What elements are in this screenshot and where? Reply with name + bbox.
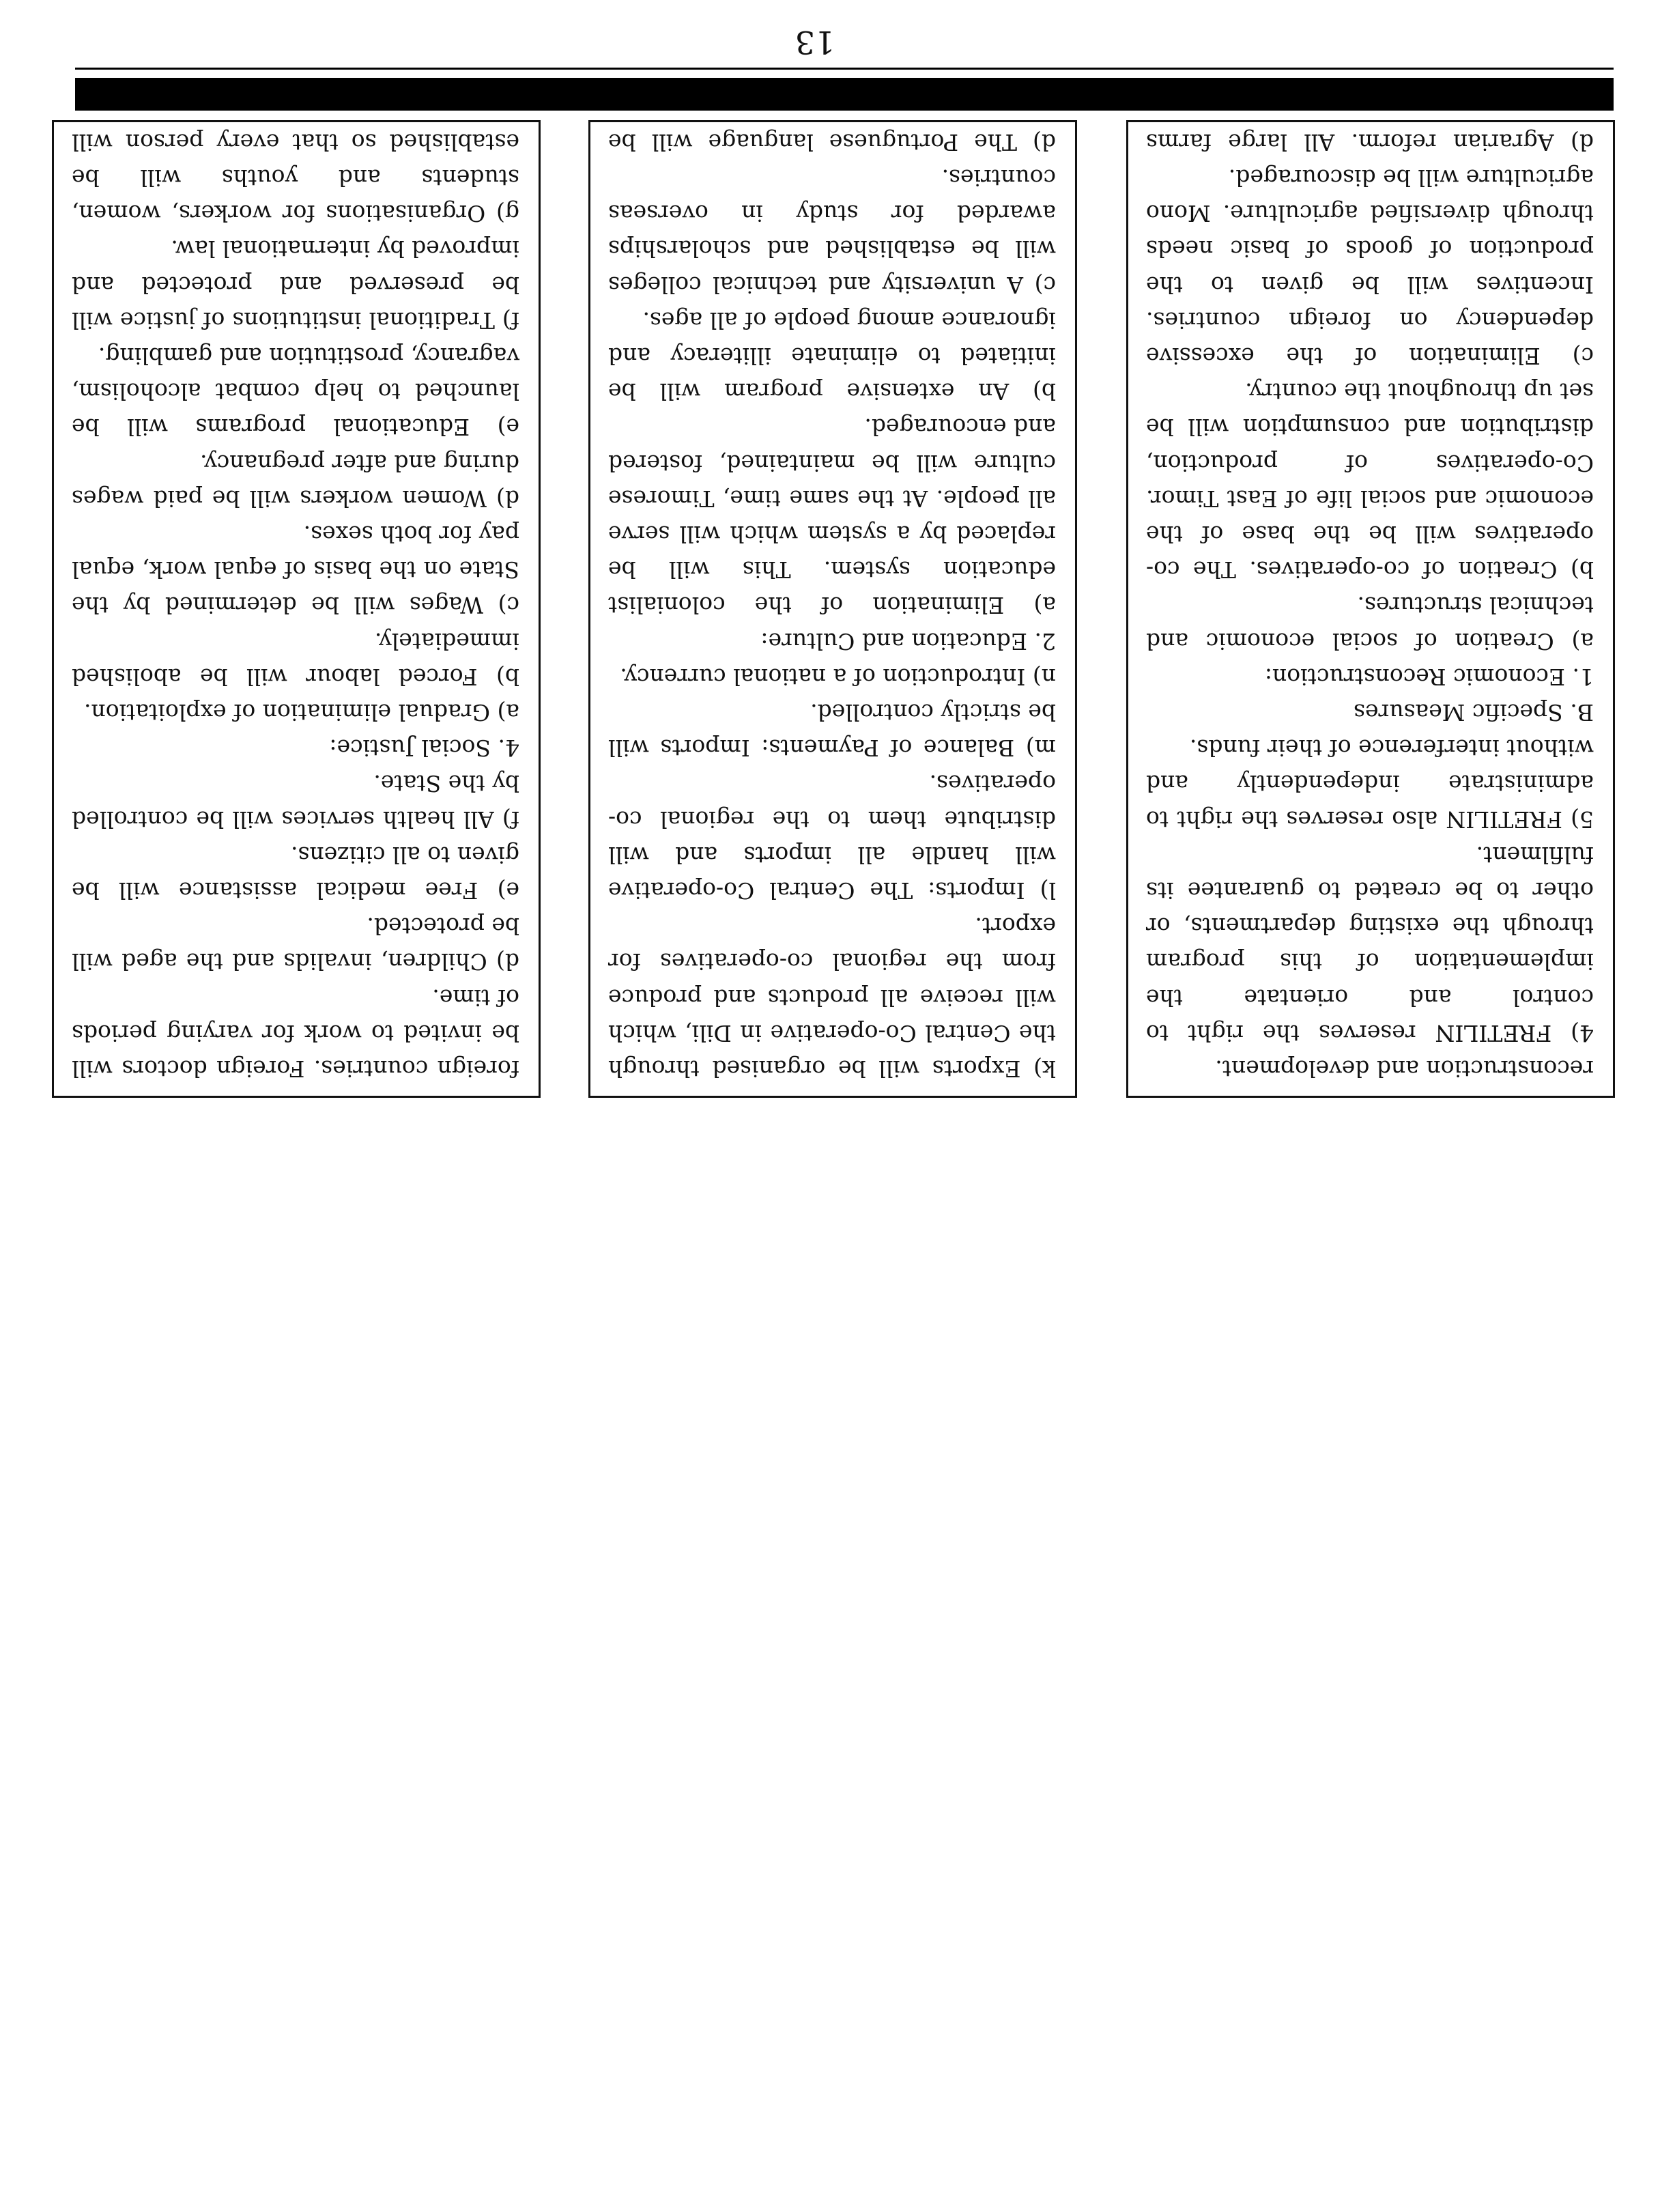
paragraph: d) Women workers will be paid wages during and after pregnancy. [72, 449, 519, 512]
header-rule [75, 68, 1614, 70]
section-heading: 4. Social Justice: [329, 735, 519, 762]
header-black-band [75, 78, 1614, 111]
section-heading: 1. Economic Reconstruction: [1264, 663, 1594, 690]
text-column-2 [588, 120, 1077, 1098]
paragraph: c) Elimination of the excessive dependency on foreign countries. Incentives will be given to the production of goods of basic needs through diversified agriculture. Mono agriculture will be discouraged. [1146, 164, 1594, 369]
paragraph: c) A university and technical colleges will be established and scholarships awarded for study in overseas countries. [608, 164, 1056, 298]
paragraph: g) Organisations for workers, women, students and youths will be established so that every person will [72, 128, 519, 227]
paragraph: a) Gradual elimination of exploitation. [84, 698, 519, 726]
text-column-3 [52, 120, 541, 1098]
paragraph: m) Balance of Payments: Imports will be strictly controlled. [608, 698, 1056, 762]
paragraph: a) Elimination of the colonialist education system. This will be replaced by a system which will serve all people. At the same time, Timorese culture will be maintained, fostered and encouraged. [608, 414, 1056, 619]
paragraph: c) Wages will be determined by the State on the basis of equal work, equal pay for both sexes. [72, 520, 519, 619]
section-heading: B. Specific Measures [1354, 698, 1594, 726]
paragraph: f) Traditional institutions of justice will be preserved and protected and improved by international law. [72, 236, 519, 334]
paragraph: l) Imports: The Central Co-operative will handle all imports and will distribute them to the regional co-operatives. [608, 770, 1056, 904]
paragraph: d) Children, invalids and the aged will be protected. [72, 913, 519, 976]
paragraph: b) An extensive program will be initiated to eliminate illiteracy and ignorance among people of all ages. [608, 307, 1056, 406]
paragraph: a) Creation of social economic and technical structures. [1146, 592, 1594, 655]
paragraph: d) The Portuguese language will be [608, 128, 1056, 156]
page-number: 13 [795, 24, 835, 61]
paragraph: e) Free medical assistance will be given to all citizens. [72, 841, 519, 904]
text-column-1 [1126, 120, 1615, 1098]
paragraph: e) Educational programs will be launched to help combat alcoholism, vagrancy, prostitution and gambling. [72, 342, 519, 441]
paragraph: reconstruction and development. [1215, 1055, 1594, 1082]
paragraph: f) All health services will be controlled by the State. [72, 770, 519, 833]
paragraph: n) Introduction of a national currency. [620, 663, 1056, 690]
paragraph: b) Forced labour will be abolished immediately. [72, 627, 519, 690]
paragraph: 5) FRETILIN also reserves the right to administrate independently and without interference of their funds. [1146, 735, 1594, 833]
paragraph: b) Creation of co-operatives. The co-operatives will be the base of the economic and social life of East Timor. Co-operatives of production, distribution and consumption will be set up throughout the country. [1146, 378, 1594, 584]
section-heading: 2. Education and Culture: [760, 627, 1056, 655]
paragraph: foreign countries. Foreign doctors will be invited to work for varying periods of time. [72, 984, 519, 1082]
paragraph: k) Exports will be organised through the Central Co-operative in Dili, which will receive all products and produce from the regional co-operatives for export. [608, 913, 1056, 1082]
paragraph: 4) FRETILIN reserves the right to control and orientate the implementation of this program through the existing departments, or other to be created to guarantee its fulfilment. [1146, 841, 1594, 1047]
paragraph: d) Agrarian reform. All large farms [1146, 128, 1594, 156]
